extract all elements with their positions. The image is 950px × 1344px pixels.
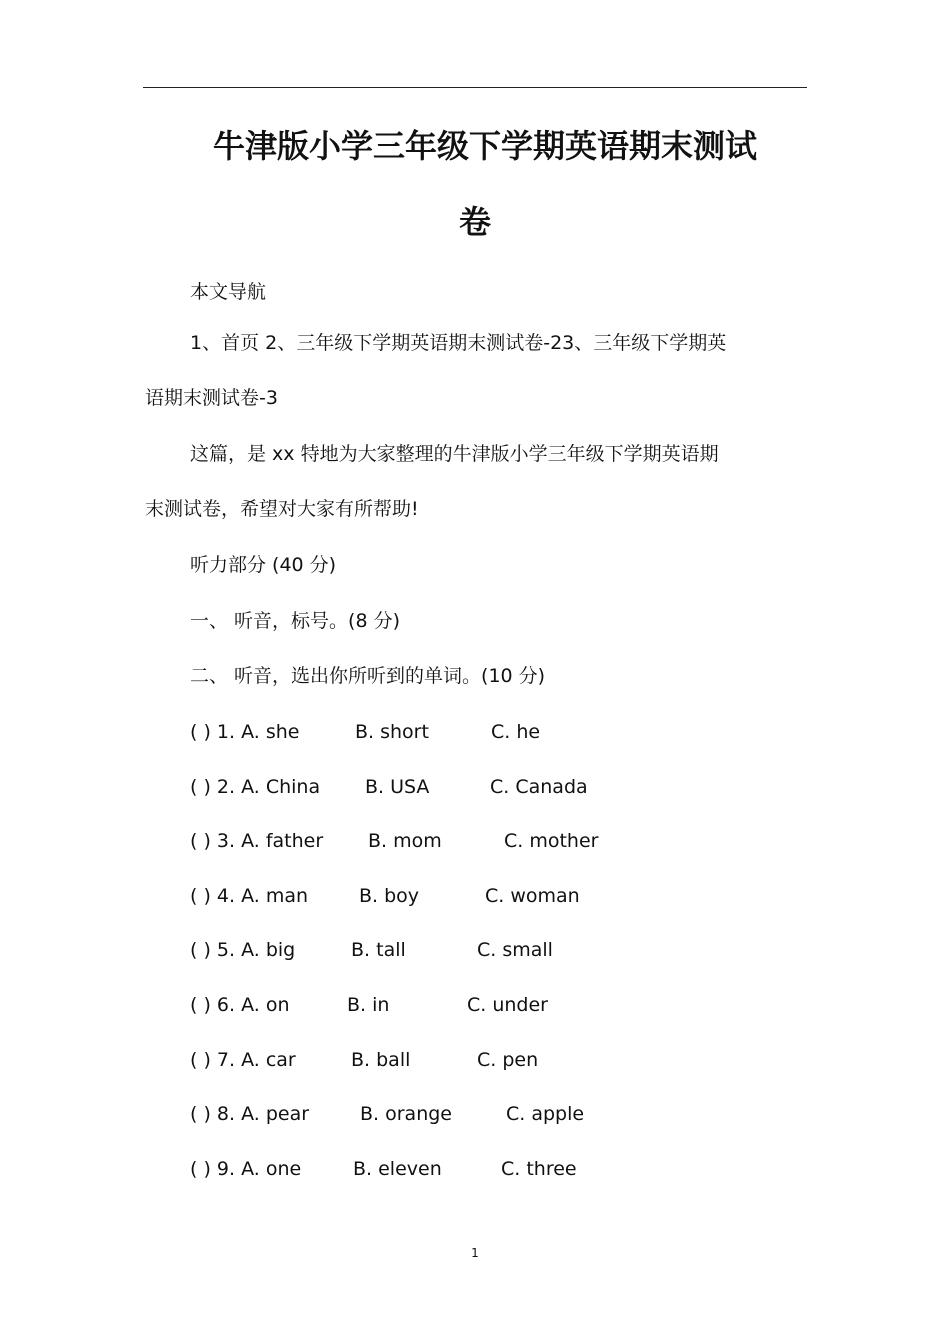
question-option-c: C. mother [504, 830, 599, 852]
question-row [190, 1100, 790, 1128]
intro-line-1: 这篇，是 xx 特地为大家整理的牛津版小学三年级下学期英语期 [190, 443, 719, 465]
question-option-a: ( ) 9. A. one [190, 1158, 302, 1180]
nav-heading: 本文导航 [190, 281, 267, 303]
section-1-heading: 一、 听音，标号。(8 分) [190, 610, 400, 632]
question-option-b: B. eleven [353, 1158, 442, 1180]
question-option-a: ( ) 1. A. she [190, 721, 300, 743]
question-option-c: C. woman [485, 885, 580, 907]
top-rule [143, 87, 807, 88]
section-2-heading: 二、 听音，选出你所听到的单词。(10 分) [190, 665, 546, 687]
question-row [190, 882, 790, 910]
question-option-b: B. ball [351, 1049, 411, 1071]
question-row [190, 827, 790, 855]
question-option-a: ( ) 7. A. car [190, 1049, 296, 1071]
question-option-c: C. he [491, 721, 541, 743]
question-option-a: ( ) 8. A. pear [190, 1103, 310, 1125]
question-row [190, 936, 790, 964]
question-row [190, 773, 790, 801]
question-row [190, 991, 790, 1019]
question-option-c: C. apple [506, 1103, 585, 1125]
question-option-b: B. tall [351, 939, 406, 961]
page-number: 1 [471, 1246, 479, 1260]
question-option-c: C. small [477, 939, 553, 961]
question-row [190, 1155, 790, 1183]
question-option-c: C. pen [477, 1049, 539, 1071]
document-title-line1: 牛津版小学三年级下学期英语期末测试 [213, 127, 758, 165]
question-option-b: B. orange [360, 1103, 452, 1125]
question-option-c: C. three [501, 1158, 577, 1180]
question-option-c: C. under [467, 994, 548, 1016]
question-option-a: ( ) 3. A. father [190, 830, 324, 852]
nav-line-1: 1、首页 2、三年级下学期英语期末测试卷-23、三年级下学期英 [190, 332, 727, 354]
question-option-b: B. boy [359, 885, 420, 907]
intro-line-2: 末测试卷，希望对大家有所帮助! [145, 498, 419, 520]
question-option-b: B. mom [368, 830, 442, 852]
question-option-a: ( ) 5. A. big [190, 939, 296, 961]
question-option-b: B. short [355, 721, 429, 743]
question-option-a: ( ) 6. A. on [190, 994, 290, 1016]
question-option-a: ( ) 4. A. man [190, 885, 309, 907]
question-option-b: B. in [347, 994, 390, 1016]
question-row [190, 1046, 790, 1074]
question-row [190, 718, 790, 746]
question-option-a: ( ) 2. A. China [190, 776, 321, 798]
listening-heading: 听力部分 (40 分) [190, 554, 337, 576]
question-option-b: B. USA [365, 776, 430, 798]
nav-line-2: 语期末测试卷-3 [145, 387, 278, 409]
question-option-c: C. Canada [490, 776, 588, 798]
document-title-line2: 卷 [458, 203, 491, 241]
